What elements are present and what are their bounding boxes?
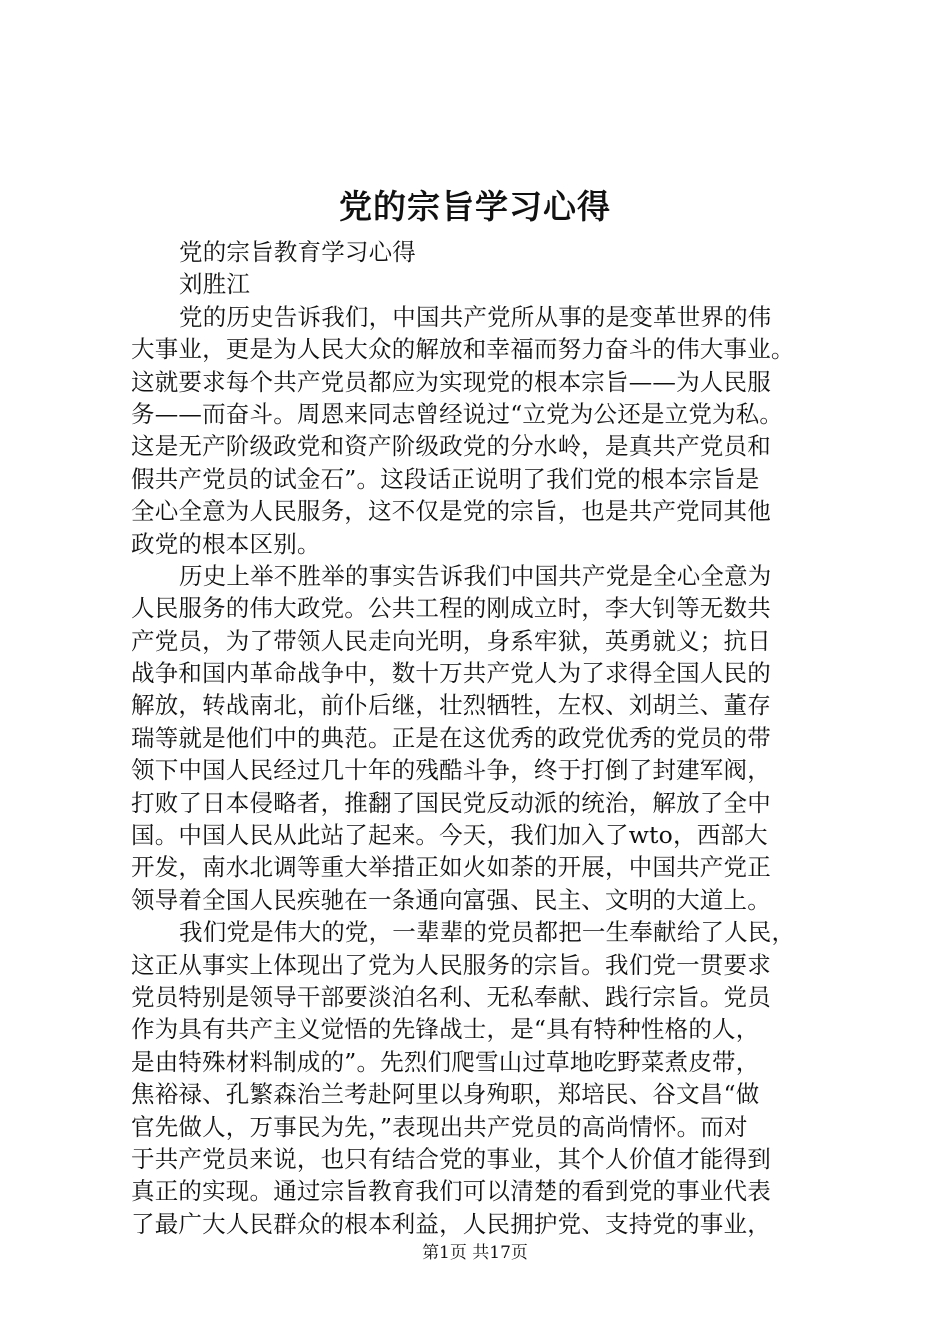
text-line: 这就要求每个共产党员都应为实现党的根本宗旨——为人民服 (131, 367, 771, 396)
text-line: 瑞等就是他们中的典范。正是在这优秀的政党优秀的党员的带 (131, 723, 771, 752)
document-body (131, 236, 836, 1240)
text-line: 开发，南水北调等重大举措正如火如荼的开展，中国共产党正 (131, 853, 771, 882)
text-line: 焦裕禄、孔繁森治兰考赴阿里以身殉职，郑培民、谷文昌“做 (131, 1080, 760, 1109)
text-line: 是由特殊材料制成的”。先烈们爬雪山过草地吃野菜煮皮带， (131, 1047, 760, 1076)
text-line: 领导着全国人民疾驰在一条通向富强、民主、文明的大道上。 (131, 885, 771, 914)
text-line: 官先做人，万事民为先，”表现出共产党员的高尚情怀。而对 (131, 1112, 748, 1141)
text-line: 战争和国内革命战争中，数十万共产党人为了求得全国人民的 (131, 659, 771, 688)
text-line: 这是无产阶级政党和资产阶级政党的分水岭，是真共产党员和 (131, 432, 771, 461)
text-line: 这正从事实上体现出了党为人民服务的宗旨。我们党一贯要求 (131, 950, 771, 979)
text-line: 了最广大人民群众的根本利益，人民拥护党、支持党的事业， (131, 1209, 771, 1238)
page-indicator: 第1页 共17页 (422, 1243, 528, 1263)
text-line: 全心全意为人民服务，这不仅是党的宗旨，也是共产党同其他 (131, 497, 771, 526)
text-line: 真正的实现。通过宗旨教育我们可以清楚的看到党的事业代表 (131, 1177, 771, 1206)
text-line: 作为具有共产主义觉悟的先锋战士，是“具有特种性格的人， (131, 1015, 760, 1044)
text-line: 于共产党员来说，也只有结合党的事业，其个人价值才能得到 (131, 1144, 771, 1173)
text-line: 产党员，为了带领人民走向光明，身系牢狱，英勇就义；抗日 (131, 626, 771, 655)
text-line: 打败了日本侵略者，推翻了国民党反动派的统治，解放了全中 (131, 788, 771, 817)
text-line: 政党的根本区别。 (131, 529, 321, 558)
text-line: 解放，转战南北，前仆后继，壮烈牺牲，左权、刘胡兰、董存 (131, 691, 771, 720)
text-line: 假共产党员的试金石”。这段话正说明了我们党的根本宗旨是 (131, 464, 760, 493)
text-line: 历史上举不胜举的事实告诉我们中国共产党是全心全意为 (179, 561, 772, 590)
document-title: 党的宗旨学习心得 (339, 187, 611, 226)
text-line: 领下中国人民经过几十年的残酷斗争，终于打倒了封建军阀， (131, 756, 771, 785)
text-line: 务——而奋斗。周恩来同志曾经说过“立党为公还是立党为私。 (131, 399, 784, 428)
text-line: 国。中国人民从此站了起来。今天，我们加入了wto，西部大 (131, 821, 768, 850)
text-line: 党的宗旨教育学习心得 (179, 238, 416, 266)
text-line: 党的历史告诉我们，中国共产党所从事的是变革世界的伟 (179, 302, 772, 331)
text-line: 党员特别是领导干部要淡泊名利、无私奉献、践行宗旨。党员 (131, 982, 771, 1011)
text-line: 我们党是伟大的党，一辈辈的党员都把一生奉献给了人民， (179, 918, 796, 947)
text-line: 大事业，更是为人民大众的解放和幸福而努力奋斗的伟大事业。 (131, 335, 795, 364)
text-line: 刘胜江 (179, 270, 251, 299)
text-line: 人民服务的伟大政党。公共工程的刚成立时，李大钊等无数共 (131, 594, 771, 623)
